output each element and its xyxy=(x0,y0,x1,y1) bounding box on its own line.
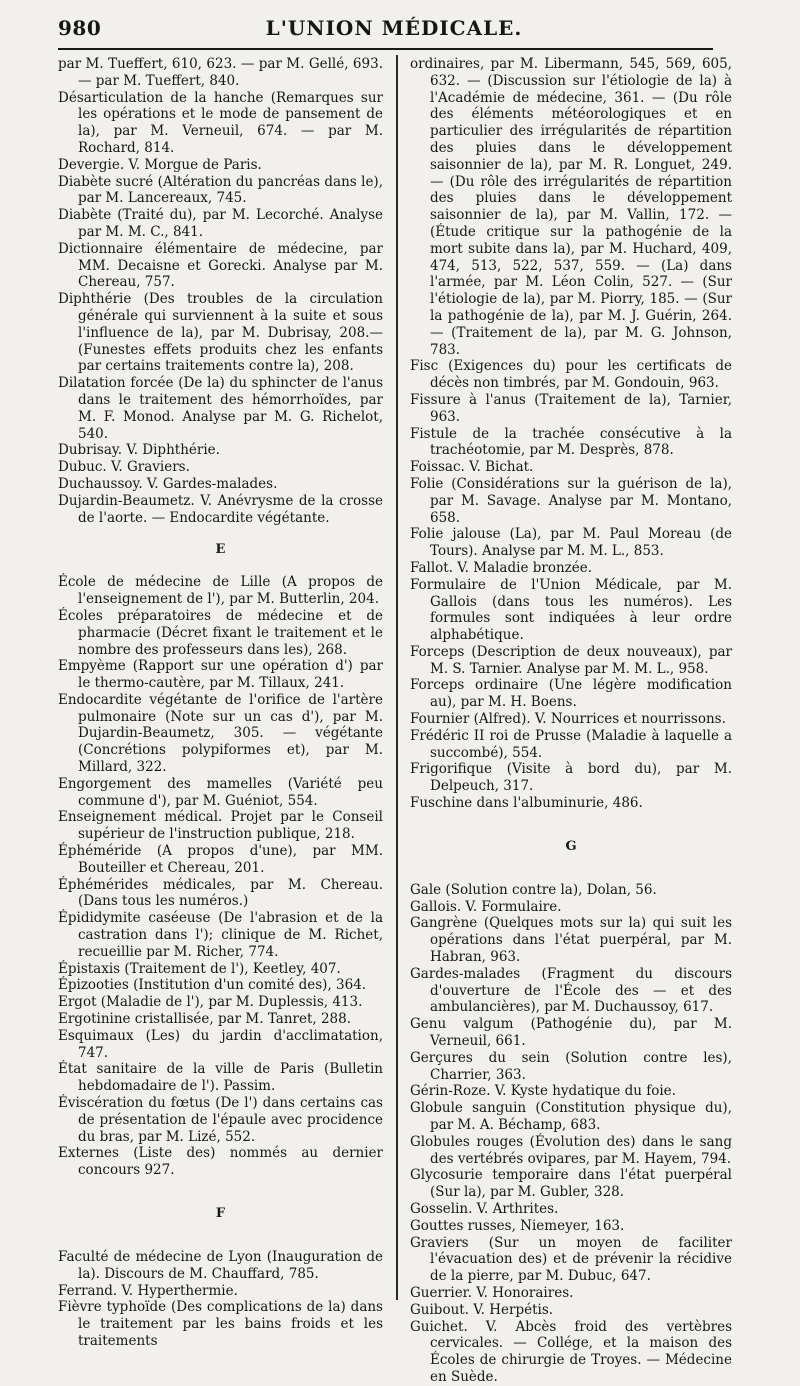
index-entry: Diabète sucré (Altération du pancréas dans le), par M. Lancereaux, 745. xyxy=(58,173,383,207)
index-entry: Empyème (Rapport sur une opération d') par le thermo-cautère, par M. Tillaux, 241. xyxy=(58,658,383,692)
index-entry: Foissac. V. Bichat. xyxy=(410,459,534,476)
index-entry: Épizooties (Institution d'un comité des), 364. xyxy=(58,977,367,994)
index-entry: Formulaire de l'Union Médicale, par M. Gallois (dans tous les numéros). Les formules sont indiquées à leur ordre alphabétique. xyxy=(410,576,732,644)
index-entry: Folie jalouse (La), par M. Paul Moreau (de Tours). Analyse par M. M. L., 853. xyxy=(410,526,732,560)
left-column xyxy=(58,56,383,1350)
index-entry: Gale (Solution contre la), Dolan, 56. xyxy=(410,881,657,898)
index-entry: Fisc (Exigences du) pour les certificats de décès non timbrés, par M. Gondouin, 963. xyxy=(410,358,732,392)
index-entry: Ergotinine cristallisée, par M. Tanret, 288. xyxy=(58,1011,352,1028)
index-entry: Ergot (Maladie de l'), par M. Duplessis, 413. xyxy=(58,994,363,1011)
index-entry: Guerrier. V. Honoraires. xyxy=(410,1284,574,1301)
index-entry: Folie (Considérations sur la guérison de la), par M. Savage. Analyse par M. Montano, 658. xyxy=(410,475,732,526)
index-entry: Gerçures du sein (Solution contre les), Charrier, 363. xyxy=(410,1049,732,1083)
index-entry: Guichet. V. Abcès froid des vertèbres cervicales. — Collége, et la maison des Écoles de chirurgie de Troyes. — Médecine en Suède. xyxy=(410,1318,732,1385)
column-divider xyxy=(396,55,398,1300)
index-entry: Fallot. V. Maladie bronzée. xyxy=(410,559,593,576)
index-entry: État sanitaire de la ville de Paris (Bulletin hebdomadaire de l'). Passim. xyxy=(58,1061,383,1095)
index-entry: Devergie. V. Morgue de Paris. xyxy=(58,156,262,173)
index-entry: Fissure à l'anus (Traitement de la), Tarnier, 963. xyxy=(410,391,732,425)
index-entry: Désarticulation de la hanche (Remarques sur les opérations et le mode de pansement de la), par M. Verneuil, 674. — par M. Rochard, 814. xyxy=(58,89,383,156)
index-entry: Esquimaux (Les) du jardin d'acclimatation, 747. xyxy=(58,1027,383,1061)
index-entry: Ferrand. V. Hyperthermie. xyxy=(58,1282,238,1299)
index-entry: Épididymite caséeuse (De l'abrasion et de la castration dans l'); clinique de M. Richet, recueillie par M. Richer, 774. xyxy=(58,910,383,960)
index-entry: Dubuc. V. Graviers. xyxy=(58,459,190,476)
index-entry: Diabète (Traité du), par M. Lecorché. Analyse par M. M. C., 841. xyxy=(58,207,383,240)
index-entry: Gérin-Roze. V. Kyste hydatique du foie. xyxy=(410,1083,676,1100)
index-entry: Faculté de médecine de Lyon (Inauguration de la). Discours de M. Chauffard, 785. xyxy=(58,1249,383,1282)
index-entry: Gangrène (Quelques mots sur la) qui suit les opérations dans l'état puerpéral, par M. Habran, 963. xyxy=(410,915,732,966)
index-entry: Gosselin. V. Arthrites. xyxy=(410,1201,559,1217)
index-entry: Épistaxis (Traitement de l'), Keetley, 407. xyxy=(58,960,341,977)
index-entry: Diphthérie (Des troubles de la circulation générale qui surviennent à la suite et sous l'influence de la), par M. Dubrisay, 208.— (Funestes effets produits chez les enfants par certains traitements contre la), 208. xyxy=(58,291,383,375)
journal-title: L'UNION MÉDICALE. xyxy=(265,16,523,40)
index-entry: Forceps (Description de deux nouveaux), par M. S. Tarnier. Analyse par M. M. L., 958. xyxy=(410,643,732,677)
section-letter-e: E xyxy=(215,542,226,558)
index-entry: Duchaussoy. V. Gardes-malades. xyxy=(58,475,278,492)
index-entry: Externes (Liste des) nommés au dernier concours 927. xyxy=(58,1145,383,1179)
index-entry: Écoles préparatoires de médecine et de pharmacie (Décret fixant le traitement et le nombre des professeurs dans les), 268. xyxy=(58,607,383,658)
index-entry: Genu valgum (Pathogénie du), par M. Verneuil, 661. xyxy=(410,1016,732,1050)
index-entry: Endocardite végétante de l'orifice de l'artère pulmonaire (Note sur un cas d'), par M. Dujardin-Beaumetz, 305. — végétante (Concrétions polypiformes et), par M. Millard, 322. xyxy=(58,691,383,776)
index-entry: Gouttes russes, Niemeyer, 163. xyxy=(410,1217,625,1234)
header-rule xyxy=(58,48,713,50)
index-entry: Glycosurie temporaire dans l'état puerpéral (Sur la), par M. Gubler, 328. xyxy=(410,1167,732,1201)
index-entry: Globule sanguin (Constitution physique du), par M. A. Béchamp, 683. xyxy=(410,1100,732,1134)
index-entry: Forceps ordinaire (Une légère modification au), par M. H. Boens. xyxy=(410,677,732,711)
index-entry: Frigorifique (Visite à bord du), par M. Delpeuch, 317. xyxy=(410,761,732,795)
index-entry: Gallois. V. Formulaire. xyxy=(410,898,562,915)
index-entry: Éphémérides médicales, par M. Chereau. (Dans tous les numéros.) xyxy=(58,876,383,910)
index-entry: Dujardin-Beaumetz. V. Anévrysme de la crosse de l'aorte. — Endocardite végétante. xyxy=(58,492,383,526)
index-entry: Dubrisay. V. Diphthérie. xyxy=(58,442,220,459)
index-entry: Fuschine dans l'albuminurie, 486. xyxy=(410,795,643,812)
index-entry: Éphéméride (A propos d'une), par MM. Bouteiller et Chereau, 201. xyxy=(58,843,383,876)
index-entry: Enseignement médical. Projet par le Conseil supérieur de l'instruction publique, 218. xyxy=(58,809,383,843)
index-entry: Fistule de la trachée consécutive à la trachéotomie, par M. Desprès, 878. xyxy=(410,425,732,459)
index-entry: Éviscération du fœtus (De l') dans certains cas de présentation de l'épaule avec procidence du bras, par M. Lizé, 552. xyxy=(58,1095,383,1145)
index-entry: Graviers (Sur un moyen de faciliter l'évacuation des) et de prévenir la récidive de la pierre, par M. Dubuc, 647. xyxy=(410,1234,732,1285)
index-entry: Frédéric II roi de Prusse (Maladie à laquelle a succombé), 554. xyxy=(410,727,732,761)
index-entry: Fièvre typhoïde (Des complications de la) dans le traitement par les bains froids et les traitements xyxy=(58,1299,383,1349)
section-letter-g: G xyxy=(565,838,577,854)
index-entry: Fournier (Alfred). V. Nourrices et nourrissons. xyxy=(410,711,726,728)
index-entry: Dictionnaire élémentaire de médecine, par MM. Decaisne et Gorecki. Analyse par M. Chereau, 757. xyxy=(58,240,383,291)
index-entry: Globules rouges (Évolution des) dans le sang des vertébrés ovipares, par M. Hayem, 794. xyxy=(410,1133,732,1167)
page-header xyxy=(58,14,730,44)
index-entry: Gardes-malades (Fragment du discours d'ouverture de l'École des — et des ambulancières), par M. Duchaussoy, 617. xyxy=(410,965,732,1016)
index-entry: École de médecine de Lille (A propos de l'enseignement de l'), par M. Butterlin, 204. xyxy=(58,574,383,608)
page-number: 980 xyxy=(58,16,102,40)
index-entry: par M. Tueffert, 610, 623. — par M. Gellé, 693. — par M. Tueffert, 840. xyxy=(58,56,383,89)
index-entry: Engorgement des mamelles (Variété peu commune d'), par M. Guéniot, 554. xyxy=(58,775,383,809)
index-entry: Guibout. V. Herpétis. xyxy=(410,1301,554,1318)
right-column xyxy=(410,56,732,1386)
index-entry: ordinaires, par M. Libermann, 545, 569, 605, 632. — (Discussion sur l'étiologie de la) à l'Académie de médecine, 361. — (Du rôle des éléments météorologiques et en particulier des irrégularités de répartition des pluies dans le développement saisonnier de la), par M. R. Longuet, 249. — (Du rôle des irrégularités de répartition des pluies dans le développement saisonnier de la), par M. Vallin, 172. — (Étude critique sur la pathogénie de la mort subite dans la), par M. Huchard, 409, 474, 513, 522, 537, 559. — (La) dans l'armée, par M. Léon Colin, 527. — (Sur l'étiologie de la), par M. Piorry, 185. — (Sur la pathogénie de la), par M. J. Guérin, 264. — (Traitement de la), par M. G. Johnson, 783. xyxy=(410,56,732,358)
index-entry: Dilatation forcée (De la) du sphincter de l'anus dans le traitement des hémorrhoïdes, par M. F. Monod. Analyse par M. G. Richelot, 540. xyxy=(58,375,383,442)
section-letter-f: F xyxy=(215,1206,226,1221)
